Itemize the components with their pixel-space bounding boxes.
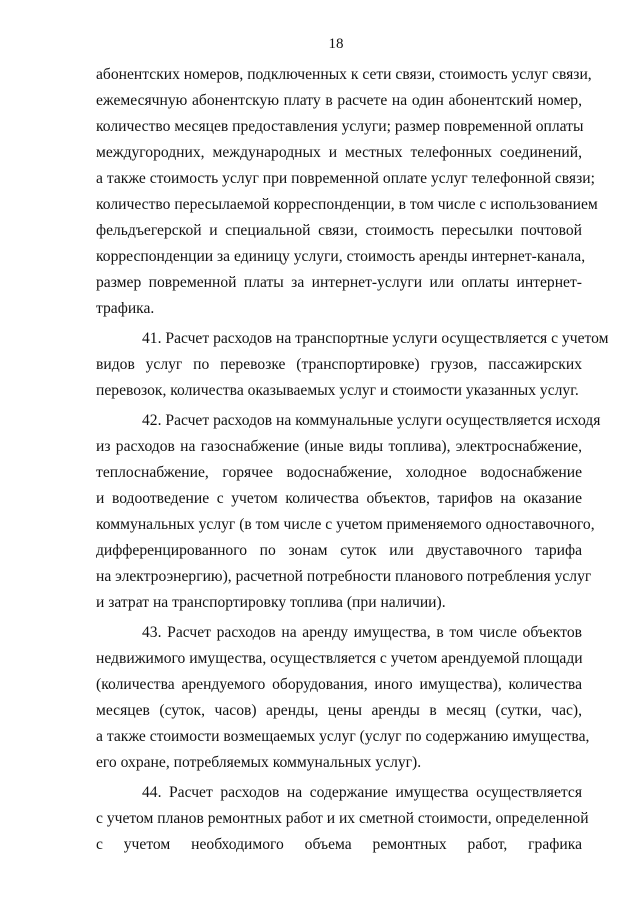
paragraph-43 bbox=[96, 620, 590, 776]
text-line: корреспонденции за единицу услуги, стоимость аренды интернет-канала, bbox=[96, 248, 586, 265]
text-line: дифференцированного по зонам суток или двуставочного тарифа bbox=[96, 542, 582, 559]
text-line: а также стоимости возмещаемых услуг (услуг по содержанию имущества, bbox=[96, 728, 590, 745]
text-line: количество пересылаемой корреспонденции, в том числе с использованием bbox=[96, 196, 598, 213]
text-line: фельдъегерской и специальной связи, стоимость пересылки почтовой bbox=[96, 222, 582, 239]
text-line: 42. Расчет расходов на коммунальные услуги осуществляется исходя bbox=[142, 412, 601, 429]
text-line: 43. Расчет расходов на аренду имущества, в том числе объектов bbox=[142, 624, 582, 641]
text-line: а также стоимость услуг при повременной оплате услуг телефонной связи; bbox=[96, 170, 595, 187]
text-line: и затрат на транспортировку топлива (при наличии). bbox=[96, 594, 446, 611]
text-line: 44. Расчет расходов на содержание имущества осуществляется bbox=[142, 784, 582, 801]
text-line: абонентских номеров, подключенных к сети связи, стоимость услуг связи, bbox=[96, 66, 592, 83]
text-line: недвижимого имущества, осуществляется с учетом арендуемой площади bbox=[96, 650, 583, 667]
text-line: на электроэнергию), расчетной потребности планового потребления услуг bbox=[96, 568, 592, 585]
paragraph-40-continued bbox=[96, 62, 598, 322]
text-line: теплоснабжение, горячее водоснабжение, холодное водоснабжение bbox=[96, 464, 582, 481]
text-line: и водоотведение с учетом количества объектов, тарифов на оказание bbox=[96, 490, 582, 507]
page-number: 18 bbox=[328, 36, 344, 52]
text-line: с учетом необходимого объема ремонтных работ, графика bbox=[96, 836, 582, 853]
text-line: месяцев (суток, часов) аренды, цены аренды в месяц (сутки, час), bbox=[96, 702, 582, 719]
text-line: ежемесячную абонентскую плату в расчете на один абонентский номер, bbox=[96, 92, 582, 109]
paragraph-41 bbox=[96, 326, 609, 404]
text-line: трафика. bbox=[96, 300, 155, 317]
text-line: междугородних, международных и местных телефонных соединений, bbox=[96, 144, 582, 161]
text-line: видов услуг по перевозке (транспортировке) грузов, пассажирских bbox=[96, 356, 582, 373]
text-line: размер повременной платы за интернет-услуги или оплаты интернет- bbox=[96, 274, 582, 291]
paragraph-42 bbox=[96, 408, 601, 616]
text-line: его охране, потребляемых коммунальных услуг). bbox=[96, 754, 422, 771]
text-line: (количества арендуемого оборудования, иного имущества), количества bbox=[96, 676, 582, 693]
text-line: коммунальных услуг (в том числе с учетом применяемого одноставочного, bbox=[96, 516, 595, 533]
text-line: перевозок, количества оказываемых услуг и стоимости указанных услуг. bbox=[96, 382, 579, 399]
paragraph-44 bbox=[96, 780, 589, 858]
document-body bbox=[96, 62, 609, 858]
text-line: с учетом планов ремонтных работ и их сметной стоимости, определенной bbox=[96, 810, 589, 827]
text-line: 41. Расчет расходов на транспортные услуги осуществляется с учетом bbox=[142, 330, 609, 347]
text-line: из расходов на газоснабжение (иные виды топлива), электроснабжение, bbox=[96, 438, 582, 455]
text-line: количество месяцев предоставления услуги; размер повременной оплаты bbox=[96, 118, 584, 135]
